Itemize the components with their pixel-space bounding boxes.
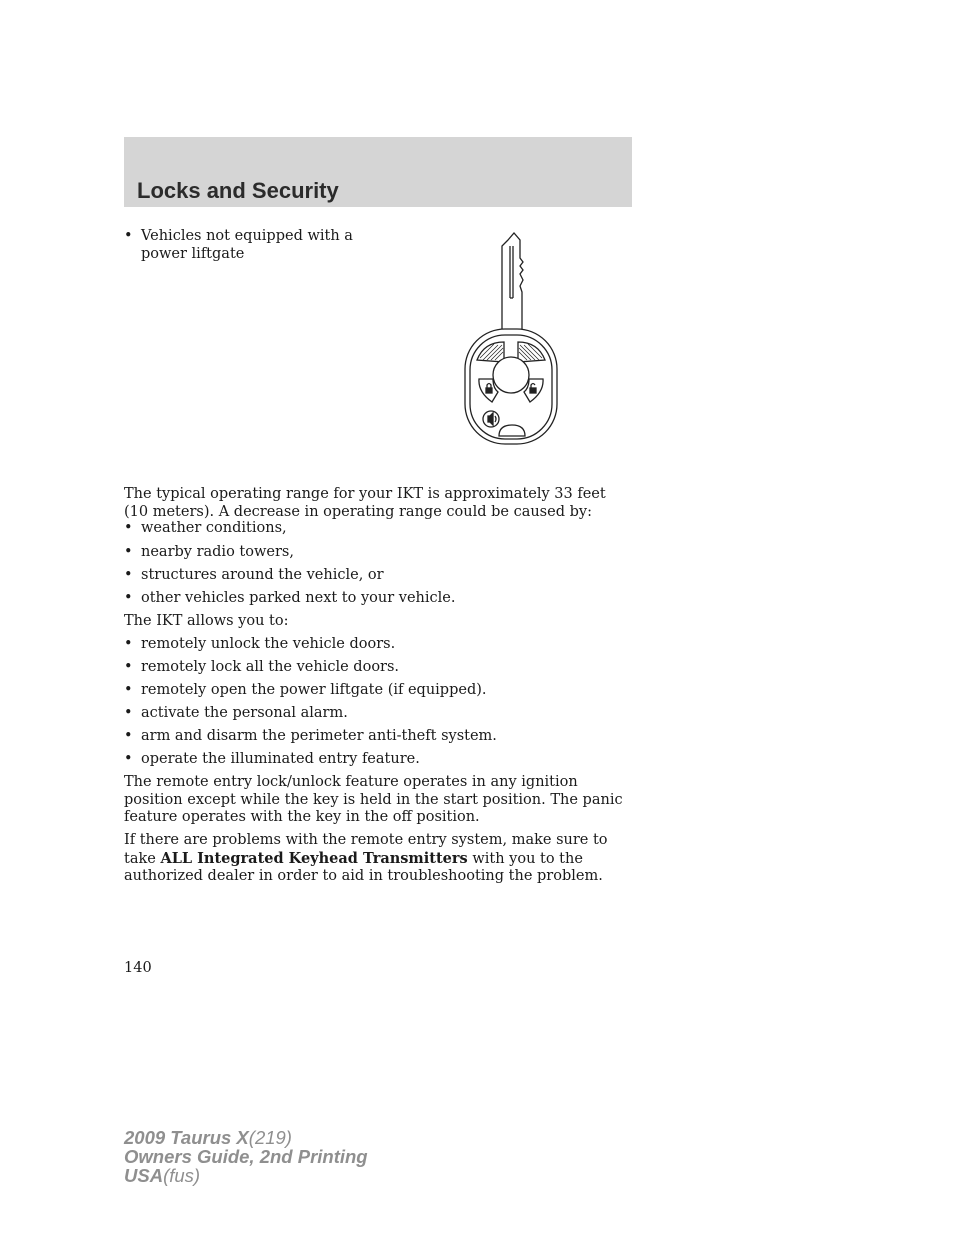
allows-bullet-text: operate the illuminated entry feature. — [141, 751, 420, 767]
bullet-symbol: • — [124, 544, 133, 560]
range-bullet — [124, 567, 641, 585]
bullet-symbol: • — [124, 590, 133, 606]
range-bullet-text: nearby radio towers, — [141, 544, 294, 560]
problems-suffix: with you to the authorized dealer in order to aid in troubleshooting the problem. — [124, 850, 603, 884]
allows-bullet-text: arm and disarm the perimeter anti-theft system. — [141, 728, 497, 744]
remote-entry-paragraph: The remote entry lock/unlock feature operates in any ignition position except while the key is held in the start position. The panic feature operates with the key in the off position. — [124, 774, 623, 825]
range-bullet — [124, 520, 641, 538]
allows-bullet — [124, 705, 641, 723]
allows-bullet-text: remotely open the power liftgate (if equipped). — [141, 682, 487, 698]
footer-guide: Owners Guide, 2nd Printing — [124, 1146, 368, 1167]
allows-bullet — [124, 728, 641, 746]
range-paragraph: The typical operating range for your IKT is approximately 33 feet (10 meters). A decrease in operating range could be caused by: — [124, 486, 606, 520]
allows-bullet-text: remotely lock all the vehicle doors. — [141, 659, 400, 675]
allows-bullet-text: activate the personal alarm. — [141, 705, 348, 721]
range-bullet — [124, 590, 641, 608]
integrated-keyhead-transmitter-icon — [462, 232, 562, 447]
bullet-symbol: • — [124, 636, 133, 652]
problems-paragraph — [124, 832, 624, 886]
allows-bullet — [124, 636, 641, 654]
range-bullet-text: weather conditions, — [141, 520, 287, 536]
bullet-symbol: • — [124, 520, 133, 536]
allows-bullet — [124, 682, 641, 700]
footer-model: 2009 Taurus X — [124, 1127, 249, 1148]
bullet-symbol: • — [124, 728, 133, 744]
print-footer — [124, 1128, 368, 1185]
range-bullet-text: structures around the vehicle, or — [141, 567, 384, 583]
bullet-symbol: • — [124, 659, 133, 675]
footer-market: USA — [124, 1165, 164, 1186]
allows-intro: The IKT allows you to: — [124, 613, 289, 629]
problems-bold-emphasis: ALL Integrated Keyhead Transmitters — [160, 849, 468, 867]
footer-model-code: (219) — [248, 1127, 292, 1148]
problems-prefix: If there are problems with the remote entry system, make sure to take — [124, 832, 608, 867]
page-number: 140 — [124, 960, 152, 976]
intro-bullet — [124, 228, 376, 263]
allows-bullet — [124, 751, 641, 769]
bullet-symbol: • — [124, 705, 133, 721]
range-bullet-text: other vehicles parked next to your vehicle. — [141, 590, 456, 606]
section-title: Locks and Security — [137, 178, 339, 203]
bullet-symbol: • — [124, 567, 133, 583]
intro-bullet-text: Vehicles not equipped with a power liftgate — [141, 228, 353, 262]
bullet-symbol: • — [124, 682, 133, 698]
footer-market-code: (fus) — [163, 1165, 201, 1186]
allows-bullet — [124, 659, 641, 677]
bullet-symbol: • — [124, 751, 133, 767]
allows-bullet-text: remotely unlock the vehicle doors. — [141, 636, 396, 652]
bullet-symbol: • — [124, 228, 133, 244]
range-bullet — [124, 544, 641, 562]
